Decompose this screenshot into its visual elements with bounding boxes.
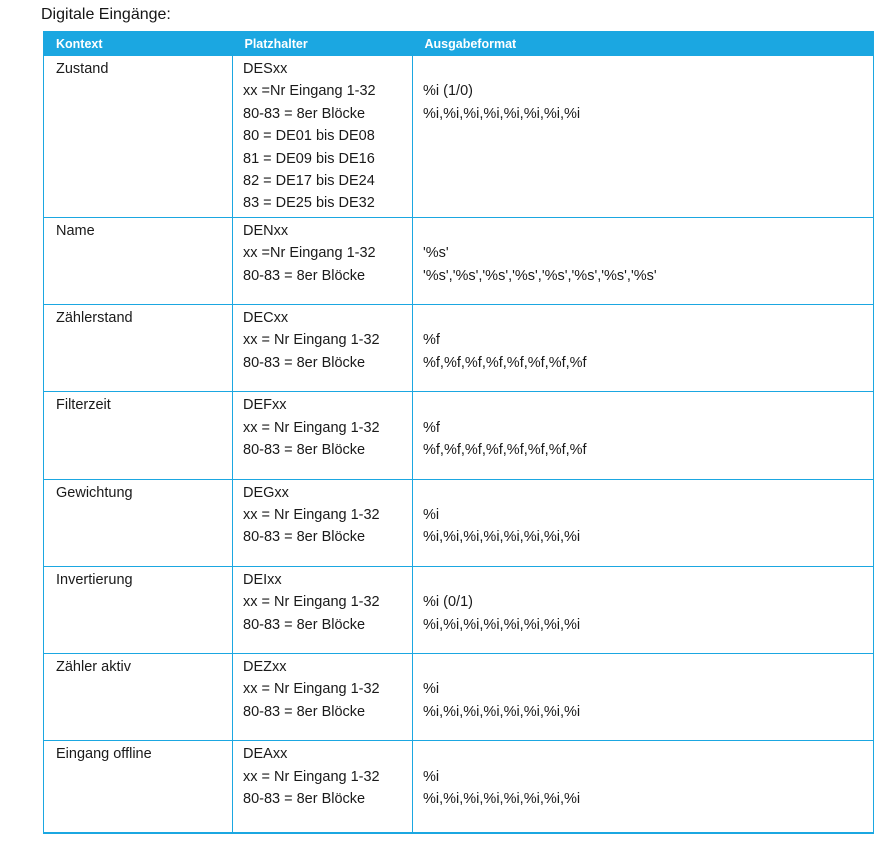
- text-line: xx = Nr Eingang 1-32: [243, 332, 380, 349]
- text-line: xx =Nr Eingang 1-32: [243, 83, 376, 100]
- kontext-label: Invertierung: [56, 571, 133, 588]
- text-line: 80-83 = 8er Blöcke: [243, 442, 366, 459]
- kontext-cell: [44, 566, 233, 653]
- table-row-eingang-offline: [44, 741, 874, 834]
- ausgabeformat-cell: [413, 305, 874, 392]
- platzhalter-cell: [233, 741, 413, 834]
- text-line: %i,%i,%i,%i,%i,%i,%i,%i: [423, 703, 581, 720]
- text-line: [423, 394, 869, 416]
- table-row-zaehlerstand: [44, 305, 874, 392]
- platzhalter-cell: [233, 566, 413, 653]
- table-row-invertierung: [44, 566, 874, 653]
- ausgabeformat-cell: [413, 479, 874, 566]
- text-line: '%s','%s','%s','%s','%s','%s','%s','%s': [423, 267, 657, 284]
- text-line: [423, 220, 869, 242]
- text-line: %f: [423, 332, 440, 349]
- text-line: %i,%i,%i,%i,%i,%i,%i,%i: [423, 790, 581, 807]
- kontext-cell: [44, 56, 233, 218]
- column-header-kontext: Kontext: [44, 32, 233, 56]
- text-line: 80-83 = 8er Blöcke: [243, 267, 366, 284]
- table-row-gewichtung: [44, 479, 874, 566]
- ausgabeformat-cell: [413, 392, 874, 479]
- text-line: 80-83 = 8er Blöcke: [243, 790, 366, 807]
- kontext-cell: [44, 741, 233, 834]
- ausgabeformat-cell: [413, 741, 874, 834]
- text-line: DEIxx: [243, 571, 282, 588]
- text-line: [423, 743, 869, 765]
- text-line: [423, 569, 869, 591]
- text-line: [423, 482, 869, 504]
- header-row: [44, 32, 874, 56]
- text-line: xx = Nr Eingang 1-32: [243, 768, 380, 785]
- ausgabeformat-cell: [413, 653, 874, 740]
- text-line: %i,%i,%i,%i,%i,%i,%i,%i: [423, 529, 581, 546]
- ausgabeformat-cell: [413, 56, 874, 218]
- kontext-cell: [44, 392, 233, 479]
- platzhalter-cell: [233, 56, 413, 218]
- text-line: [423, 307, 869, 329]
- text-line: %f: [423, 419, 440, 436]
- text-line: 80-83 = 8er Blöcke: [243, 616, 366, 633]
- text-line: %i (0/1): [423, 594, 473, 611]
- text-line: 80-83 = 8er Blöcke: [243, 703, 366, 720]
- text-line: DEZxx: [243, 658, 287, 675]
- platzhalter-cell: [233, 305, 413, 392]
- text-line: DECxx: [243, 310, 289, 327]
- kontext-label: Zähler aktiv: [56, 658, 131, 675]
- text-line: %i: [423, 506, 440, 523]
- text-line: '%s': [423, 245, 449, 262]
- text-line: DEFxx: [243, 397, 287, 414]
- platzhalter-cell: [233, 392, 413, 479]
- text-line: %i (1/0): [423, 83, 473, 100]
- text-line: %i,%i,%i,%i,%i,%i,%i,%i: [423, 616, 581, 633]
- text-line: 83 = DE25 bis DE32: [243, 195, 375, 212]
- section-title: Digitale Eingänge:: [41, 6, 171, 23]
- kontext-label: Zählerstand: [56, 310, 133, 327]
- kontext-cell: [44, 305, 233, 392]
- table-header: [44, 32, 874, 56]
- kontext-cell: [44, 217, 233, 304]
- table-row-zaehler-aktiv: [44, 653, 874, 740]
- text-line: 81 = DE09 bis DE16: [243, 150, 375, 167]
- text-line: DENxx: [243, 222, 289, 239]
- kontext-label: Filterzeit: [56, 397, 111, 414]
- text-line: xx = Nr Eingang 1-32: [243, 681, 380, 698]
- table-body: [44, 56, 874, 834]
- ausgabeformat-cell: [413, 566, 874, 653]
- column-header-ausgabeformat: Ausgabeformat: [413, 32, 874, 56]
- text-line: xx = Nr Eingang 1-32: [243, 594, 380, 611]
- text-line: [423, 58, 869, 80]
- text-line: %i: [423, 681, 440, 698]
- text-line: 80-83 = 8er Blöcke: [243, 105, 366, 122]
- text-line: 80-83 = 8er Blöcke: [243, 529, 366, 546]
- text-line: xx =Nr Eingang 1-32: [243, 245, 376, 262]
- text-line: [423, 656, 869, 678]
- digital-inputs-table: [43, 31, 874, 834]
- table-row-zustand: [44, 56, 874, 218]
- ausgabeformat-cell: [413, 217, 874, 304]
- text-line: %i: [423, 768, 440, 785]
- text-line: xx = Nr Eingang 1-32: [243, 506, 380, 523]
- kontext-label: Zustand: [56, 61, 109, 77]
- text-line: %i,%i,%i,%i,%i,%i,%i,%i: [423, 105, 581, 122]
- table-row-name: [44, 217, 874, 304]
- text-line: xx = Nr Eingang 1-32: [243, 419, 380, 436]
- platzhalter-cell: [233, 217, 413, 304]
- text-line: DESxx: [243, 61, 288, 77]
- table-row-filterzeit: [44, 392, 874, 479]
- kontext-cell: [44, 479, 233, 566]
- text-line: %f,%f,%f,%f,%f,%f,%f,%f: [423, 354, 587, 371]
- platzhalter-cell: [233, 479, 413, 566]
- text-line: %f,%f,%f,%f,%f,%f,%f,%f: [423, 442, 587, 459]
- kontext-label: Eingang offline: [56, 746, 152, 763]
- platzhalter-cell: [233, 653, 413, 740]
- text-line: 82 = DE17 bis DE24: [243, 173, 375, 190]
- text-line: DEAxx: [243, 746, 288, 763]
- text-line: 80 = DE01 bis DE08: [243, 128, 375, 145]
- text-line: 80-83 = 8er Blöcke: [243, 354, 366, 371]
- kontext-cell: [44, 653, 233, 740]
- column-header-platzhalter: Platzhalter: [233, 32, 413, 56]
- kontext-label: Gewichtung: [56, 484, 133, 501]
- kontext-label: Name: [56, 222, 95, 239]
- text-line: DEGxx: [243, 484, 289, 501]
